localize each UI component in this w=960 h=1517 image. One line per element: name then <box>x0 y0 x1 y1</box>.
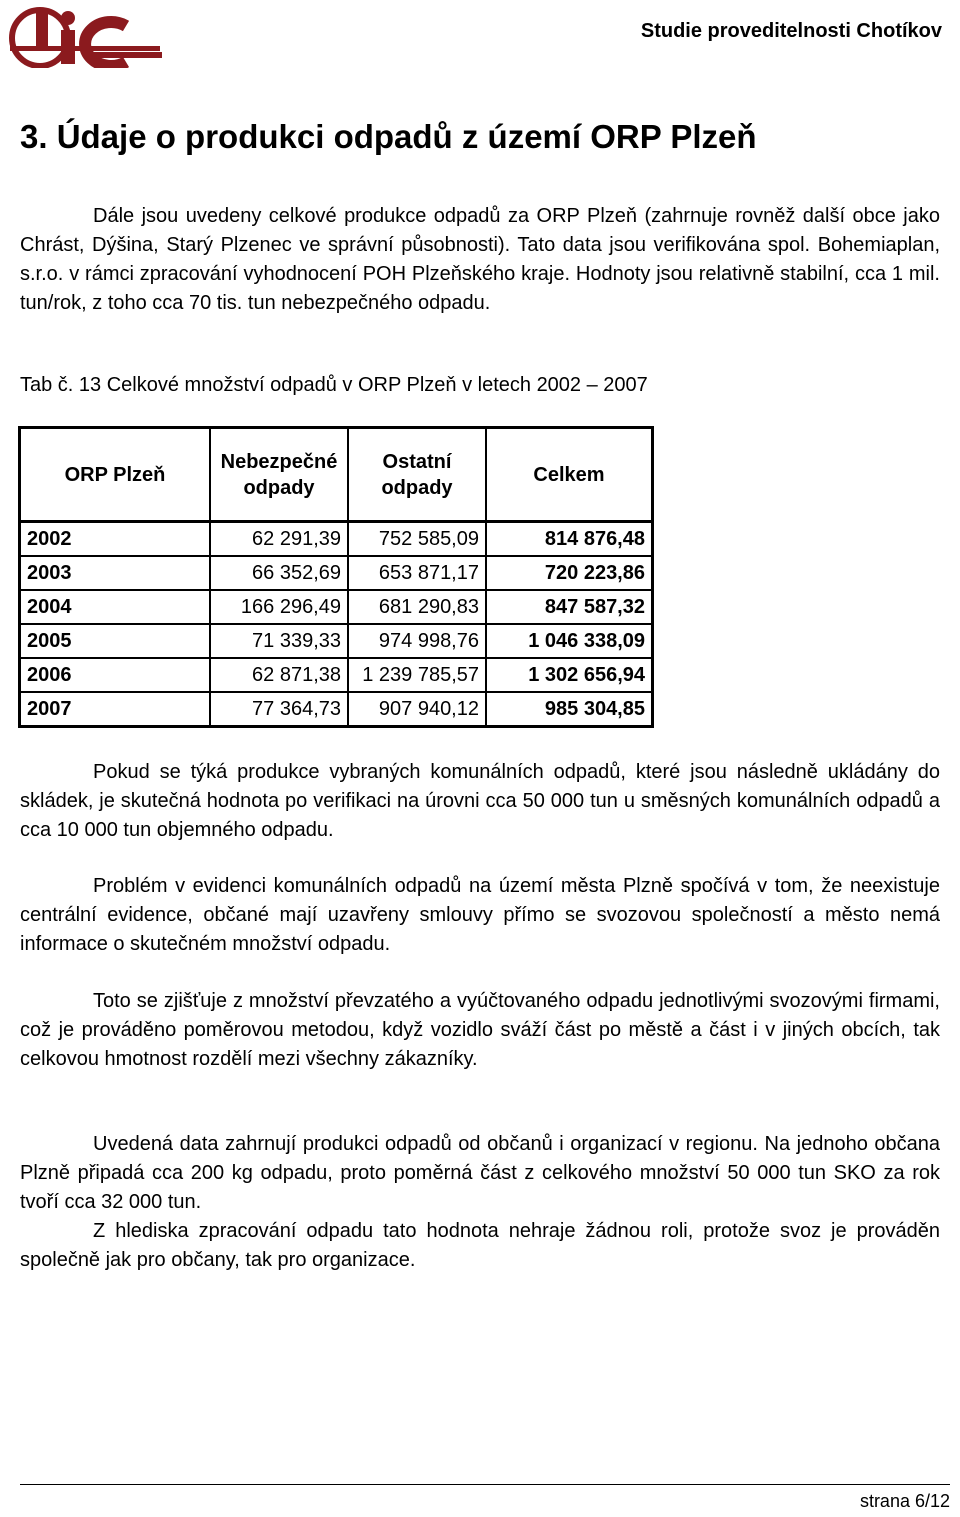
header-other: Ostatní odpady <box>348 428 486 522</box>
cell-other: 752 585,09 <box>348 522 486 557</box>
intro-text: Dále jsou uvedeny celkové produkce odpadů za ORP Plzeň (zahrnuje rovněž další obce jako Chrást, Dýšina, Starý Plzenec ve správní působnosti). Tato data jsou verifikována spol. Bohemiaplan, s.r.o. v rámci zpracování vyhodnocení POH Plzeňského kraje. Hodnoty jsou relativně stabilní, cca 1 mil. tun/rok, z toho cca 70 tis. tun nebezpečného odpadu. <box>20 205 940 314</box>
table-row <box>20 692 653 727</box>
cell-hazardous: 62 871,38 <box>210 658 348 692</box>
paragraph-method <box>20 987 940 1074</box>
table-caption: Tab č. 13 Celkové množství odpadů v ORP Plzeň v letech 2002 – 2007 <box>20 374 648 396</box>
cell-year: 2003 <box>20 556 211 590</box>
table-header-row <box>20 428 653 522</box>
header-hazardous: Nebezpečné odpady <box>210 428 348 522</box>
paragraph-problem <box>20 872 940 959</box>
cell-year: 2002 <box>20 522 211 557</box>
cell-total: 1 302 656,94 <box>486 658 653 692</box>
paragraph-text: Pokud se týká produkce vybraných komunálních odpadů, které jsou následně ukládány do skládek, je skutečná hodnota po verifikaci na úrovni cca 50 000 tun u směsných komunálních odpadů a cca 10 000 tun objemného odpadu. <box>20 761 940 841</box>
paragraph-processing <box>20 1217 940 1275</box>
cell-total: 985 304,85 <box>486 692 653 727</box>
cell-total: 814 876,48 <box>486 522 653 557</box>
paragraph-text: Z hlediska zpracování odpadu tato hodnota nehraje žádnou roli, protože svoz je prováděn společně jak pro občany, tak pro organizace. <box>20 1220 940 1271</box>
table-row <box>20 658 653 692</box>
cell-hazardous: 62 291,39 <box>210 522 348 557</box>
page-number: strana 6/12 <box>859 1491 950 1511</box>
cell-total: 720 223,86 <box>486 556 653 590</box>
cell-year: 2004 <box>20 590 211 624</box>
paragraph-text: Problém v evidenci komunálních odpadů na území města Plzně spočívá v tom, že neexistuje centrální evidence, občané mají uzavřeny smlouvy přímo se svozovou společností a město nemá informace o skutečném množství odpadu. <box>20 875 940 955</box>
waste-table <box>18 426 654 728</box>
company-logo <box>6 6 166 68</box>
section-heading: 3. Údaje o produkci odpadů z území ORP Plzeň <box>20 118 757 155</box>
cell-total: 1 046 338,09 <box>486 624 653 658</box>
cell-year: 2006 <box>20 658 211 692</box>
header-total: Celkem <box>486 428 653 522</box>
paragraph-text: Uvedená data zahrnují produkci odpadů od občanů i organizací v regionu. Na jednoho občana Plzně připadá cca 200 kg odpadu, proto poměrná část z celkového množství 50 000 tun SKO za rok tvoří cca 32 000 tun. <box>20 1133 940 1213</box>
document-title: Studie proveditelnosti Chotíkov <box>640 20 942 42</box>
cell-year: 2005 <box>20 624 211 658</box>
cell-other: 1 239 785,57 <box>348 658 486 692</box>
table-row <box>20 590 653 624</box>
paragraph-text: Toto se zjišťuje z množství převzatého a vyúčtovaného odpadu jednotlivými svozovými firmami, což je prováděno poměrovou metodou, když vozidlo sváží část po městě a část i v jiných obcích, tak celkovou hmotnost rozdělí mezi všechny zákazníky. <box>20 990 940 1070</box>
cell-hazardous: 166 296,49 <box>210 590 348 624</box>
header-orp: ORP Plzeň <box>20 428 211 522</box>
table-row <box>20 522 653 557</box>
cell-other: 974 998,76 <box>348 624 486 658</box>
cell-other: 907 940,12 <box>348 692 486 727</box>
paragraph-landfill <box>20 758 940 845</box>
cell-hazardous: 71 339,33 <box>210 624 348 658</box>
table-row <box>20 624 653 658</box>
cell-hazardous: 77 364,73 <box>210 692 348 727</box>
table-row <box>20 556 653 590</box>
footer-divider <box>20 1484 950 1485</box>
intro-paragraph <box>20 202 940 318</box>
cell-other: 653 871,17 <box>348 556 486 590</box>
cell-total: 847 587,32 <box>486 590 653 624</box>
cell-hazardous: 66 352,69 <box>210 556 348 590</box>
cell-year: 2007 <box>20 692 211 727</box>
cell-other: 681 290,83 <box>348 590 486 624</box>
paragraph-data <box>20 1130 940 1217</box>
